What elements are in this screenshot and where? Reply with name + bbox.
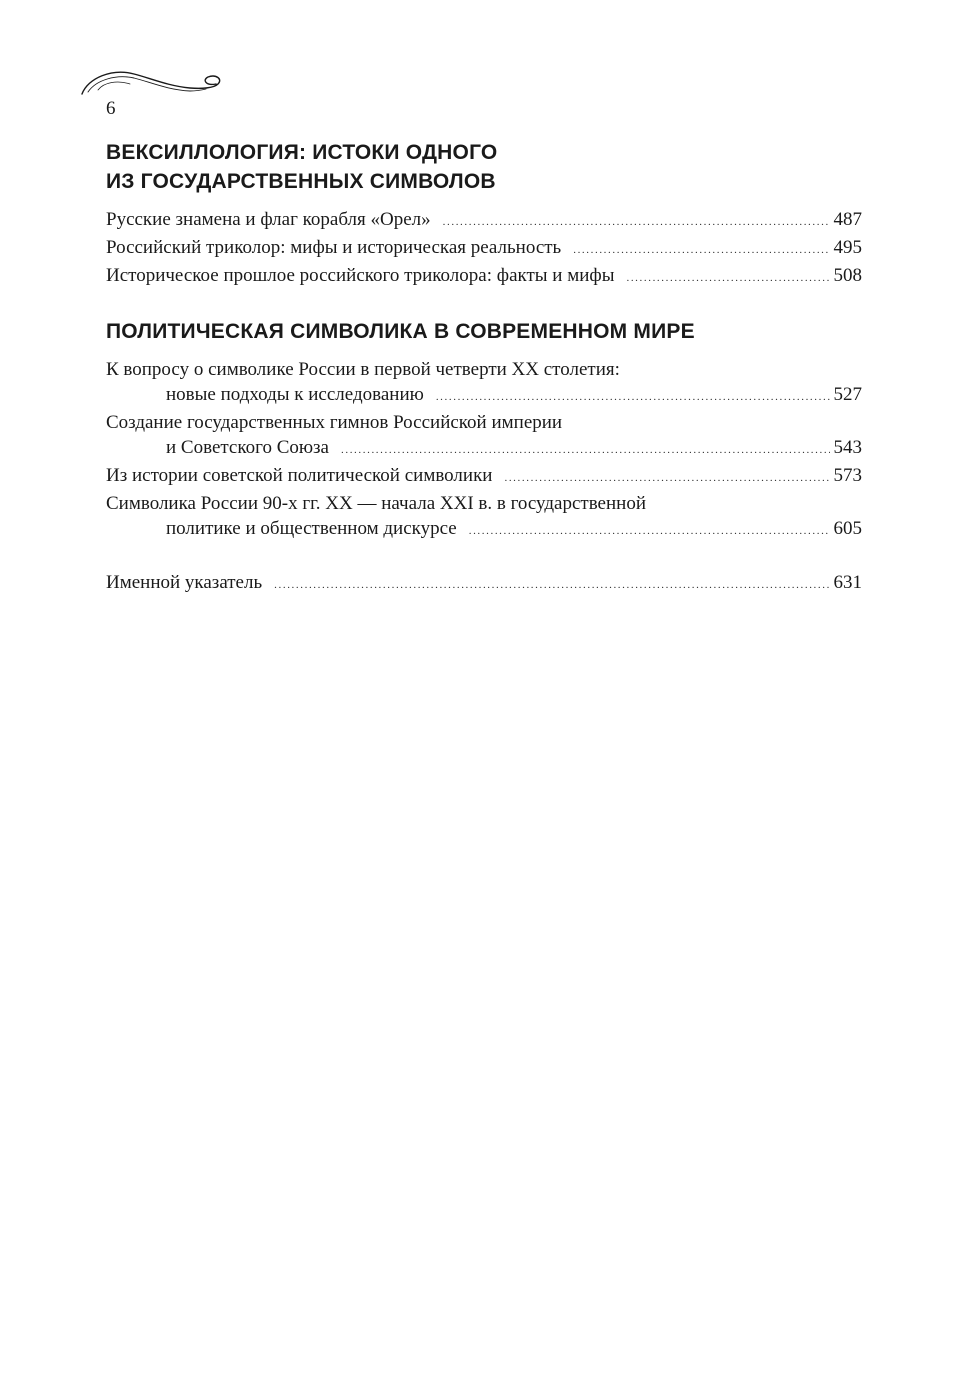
toc-entry-line xyxy=(106,382,862,410)
page-number: 6 xyxy=(106,98,116,119)
dot-leader xyxy=(504,466,829,491)
toc-entry-title: новые подходы к исследованию xyxy=(166,384,424,405)
toc-entry-page: 573 xyxy=(833,465,862,486)
toc-entry-page: 508 xyxy=(833,265,862,286)
table-of-contents xyxy=(106,138,862,598)
toc-entry-index xyxy=(106,570,862,598)
toc-entry-line xyxy=(106,207,862,235)
toc-entry xyxy=(106,357,862,410)
toc-entry-page: 631 xyxy=(833,572,862,593)
toc-entry xyxy=(106,463,862,491)
toc-entry-line xyxy=(106,491,862,516)
toc-entry-title: и Советского Союза xyxy=(166,437,329,458)
toc-entry-line xyxy=(106,435,862,463)
toc-entry-page: 543 xyxy=(833,437,862,458)
toc-entry-title-first-line: Создание государственных гимнов Российской империи xyxy=(106,412,563,433)
section-heading-line: ИЗ ГОСУДАРСТВЕННЫХ СИМВОЛОВ xyxy=(106,170,496,193)
toc-entry xyxy=(106,207,862,235)
toc-entry-title: Из истории советской политической символики xyxy=(106,465,493,486)
dot-leader xyxy=(436,385,830,410)
toc-entry xyxy=(106,491,862,544)
dot-leader xyxy=(573,238,829,263)
ornament-flourish-icon xyxy=(78,66,228,98)
toc-entry-line xyxy=(106,410,862,435)
toc-entry-page: 527 xyxy=(833,384,862,405)
dot-leader xyxy=(469,519,830,544)
toc-entry-line xyxy=(106,516,862,544)
dot-leader xyxy=(274,573,829,598)
toc-entry-title: Историческое прошлое российского триколора: факты и мифы xyxy=(106,265,615,286)
section-heading-line: ВЕКСИЛЛОЛОГИЯ: ИСТОКИ ОДНОГО xyxy=(106,141,498,164)
toc-entry-title: политике и общественном дискурсе xyxy=(166,518,457,539)
toc-entry-page: 487 xyxy=(833,209,862,230)
toc-entry-title-first-line: К вопросу о символике России в первой четверти XX столетия: xyxy=(106,359,620,380)
dot-leader xyxy=(341,438,830,463)
toc-entry-line xyxy=(106,463,862,491)
toc-entry-title: Русские знамена и флаг корабля «Орел» xyxy=(106,209,431,230)
toc-entry-line xyxy=(106,263,862,291)
toc-entry-page: 495 xyxy=(833,237,862,258)
toc-entry-title: Российский триколор: мифы и историческая реальность xyxy=(106,237,562,258)
toc-entry xyxy=(106,235,862,263)
toc-entry-line xyxy=(106,570,862,598)
section-heading-line: ПОЛИТИЧЕСКАЯ СИМВОЛИКА В СОВРЕМЕННОМ МИРЕ xyxy=(106,320,695,343)
toc-entry-title: Именной указатель xyxy=(106,572,263,593)
toc-entry xyxy=(106,410,862,463)
dot-leader xyxy=(626,266,829,291)
toc-entry-page: 605 xyxy=(833,518,862,539)
toc-section-vexillology xyxy=(106,138,862,291)
toc-entry-line xyxy=(106,235,862,263)
toc-section-political-symbolism xyxy=(106,317,862,544)
toc-entry-title-first-line: Символика России 90-х гг. XX — начала XXI в. в государственной xyxy=(106,493,646,514)
toc-entry xyxy=(106,263,862,291)
section-heading xyxy=(106,317,862,346)
toc-entry-line xyxy=(106,357,862,382)
section-heading xyxy=(106,138,862,196)
dot-leader xyxy=(443,210,830,235)
